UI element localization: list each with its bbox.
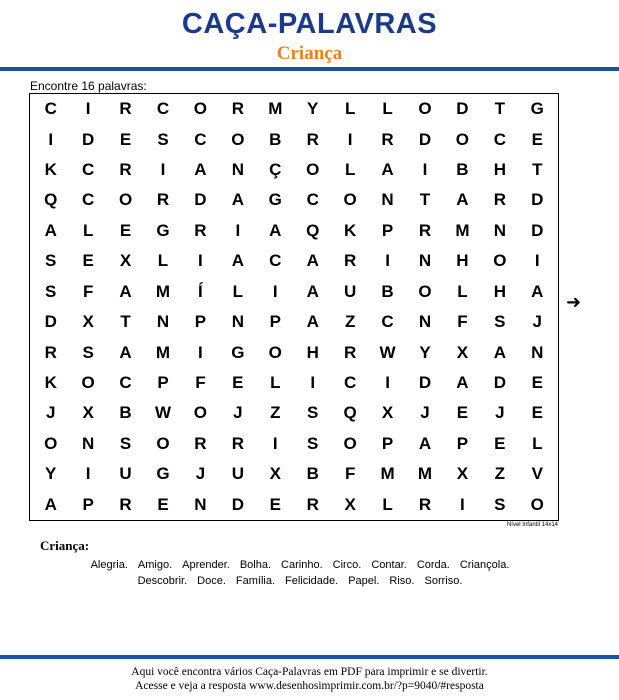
grid-cell: Y [45, 464, 57, 484]
grid-cell: I [198, 251, 203, 271]
grid-cell: B [269, 129, 282, 149]
grid-cell: C [381, 312, 394, 332]
word-list-item: Papel. [348, 575, 380, 587]
grid-cell: O [418, 99, 432, 119]
grid-cell: O [343, 190, 357, 210]
grid-cell: D [194, 190, 207, 210]
grid-cell: R [231, 433, 244, 453]
grid-cell: D [456, 99, 469, 119]
level-label: Nível Infantil 14x14 [506, 522, 558, 528]
grid-cell: N [156, 312, 170, 332]
grid-cell: N [231, 160, 244, 180]
grid-cell: J [532, 312, 542, 332]
grid-cell: I [160, 160, 166, 180]
word-list-item: Contar. [371, 559, 407, 571]
grid-cell: G [530, 99, 544, 119]
grid-cell: R [156, 190, 170, 210]
grid-cell: G [268, 190, 282, 210]
grid-cell: L [457, 281, 468, 301]
grid-cell: P [194, 312, 207, 332]
grid-cell: T [419, 190, 431, 210]
grid-cell: Z [270, 403, 281, 423]
grid-cell: X [269, 464, 281, 484]
grid-cell: S [82, 342, 94, 362]
grid-cell: S [45, 251, 57, 271]
grid-cell: N [531, 342, 544, 362]
grid-cell: L [270, 373, 281, 393]
grid-cell: Q [44, 190, 58, 210]
grid-cell: O [44, 433, 58, 453]
grid-cell: L [382, 494, 393, 514]
grid-cell: H [306, 342, 319, 362]
grid-cell: J [45, 403, 56, 423]
grid-cell: N [381, 190, 394, 210]
arrow-right-icon: ➜ [566, 292, 582, 313]
grid-cell: G [231, 342, 245, 362]
grid-cell: M [380, 464, 395, 484]
grid-cell: L [157, 251, 169, 271]
grid-cell: Í [198, 281, 203, 301]
grid-cell: S [157, 129, 169, 149]
grid-cell: R [194, 220, 207, 240]
grid-cell: A [418, 433, 432, 453]
grid-cell: X [381, 403, 394, 423]
grid-cell: O [193, 99, 208, 119]
grid-cell: Z [344, 312, 356, 332]
grid-cell: D [418, 129, 432, 149]
grid-cell: A [44, 494, 57, 514]
grid-cell: C [81, 190, 95, 210]
grid-cell: X [119, 251, 132, 271]
word-list-item: Carinho. [281, 559, 323, 571]
grid-cell: T [532, 160, 543, 180]
grid-cell: O [530, 494, 544, 514]
grid-cell: L [82, 220, 94, 240]
grid-cell: E [119, 220, 132, 240]
grid-cell: T [120, 312, 131, 332]
grid-cell: F [195, 373, 206, 393]
grid-cell: S [494, 312, 506, 332]
grid-cell: D [81, 129, 95, 149]
grid-cell: R [343, 251, 357, 271]
grid-cell: O [418, 281, 432, 301]
grid-cell: H [493, 281, 506, 301]
grid-cell: O [156, 433, 170, 453]
grid-cell: R [418, 220, 432, 240]
grid-cell: O [268, 342, 282, 362]
grid-cell: X [344, 494, 356, 514]
grid-cell: S [494, 494, 506, 514]
word-list-item: Amigo. [137, 559, 173, 571]
grid-cell: C [44, 99, 57, 119]
grid-cell: J [420, 403, 430, 423]
grid-cell: R [343, 342, 357, 362]
grid-cell: W [379, 342, 396, 362]
grid-cell: A [456, 373, 469, 393]
grid-cell: N [81, 433, 95, 453]
word-list-item: Felicidade. [285, 575, 339, 587]
grid-cell: B [306, 464, 319, 484]
grid-cell: E [494, 433, 506, 453]
grid-cell: L [382, 99, 393, 119]
grid-cell: E [531, 129, 543, 149]
grid-cell: C [269, 251, 282, 271]
grid-cell: I [385, 373, 390, 393]
grid-cell: M [155, 342, 171, 362]
footer [0, 665, 619, 693]
grid-cell: C [493, 129, 506, 149]
grid-cell: A [531, 281, 544, 301]
grid-cell: I [198, 342, 203, 362]
grid-cell: A [381, 160, 394, 180]
grid-cell: U [343, 281, 357, 301]
grid-cell: C [306, 190, 319, 210]
grid-cell: A [493, 342, 506, 362]
grid-cell: I [310, 373, 316, 393]
grid-cell: A [231, 251, 244, 271]
grid-cell: D [418, 373, 432, 393]
word-list-item: Riso. [389, 575, 415, 587]
grid-cell: A [119, 281, 132, 301]
grid-cell: R [119, 160, 132, 180]
grid-cell: I [347, 129, 353, 149]
grid-cell: O [231, 129, 245, 149]
grid-cell: M [417, 464, 433, 484]
grid-cell: R [306, 129, 319, 149]
grid-cell: R [194, 433, 207, 453]
word-list-item: Família. [235, 575, 276, 587]
word-list-item: Alegria. [90, 559, 128, 571]
grid-cell: M [155, 281, 171, 301]
footer-line-1: Aqui você encontra vários Caça-Palavras em PDF para imprimir e se divertir. [131, 666, 488, 678]
grid-cell: N [493, 220, 506, 240]
grid-cell: F [82, 281, 94, 301]
grid-cell: E [157, 494, 169, 514]
grid-cell: C [343, 373, 357, 393]
grid-cell: A [306, 281, 319, 301]
footer-line-2: Acesse e veja a resposta www.desenhosimprimir.com.br/?p=9040/#resposta [135, 680, 484, 692]
grid-cell: B [119, 403, 132, 423]
grid-cell: A [269, 220, 282, 240]
grid-cell: R [44, 342, 57, 362]
grid-cell: A [306, 312, 319, 332]
grid-cell: B [456, 160, 469, 180]
grid-cell: E [456, 403, 469, 423]
grid-cell: R [418, 494, 432, 514]
grid-cell: I [235, 220, 241, 240]
page-title: CAÇA-PALAVRAS [181, 8, 438, 40]
grid-cell: K [44, 373, 57, 393]
grid-cell: X [82, 403, 94, 423]
word-list-item: Descobrir. [137, 575, 188, 587]
grid-cell: I [85, 99, 91, 119]
grid-cell: J [495, 403, 505, 423]
grid-cell: O [81, 373, 95, 393]
grid-cell: D [44, 312, 57, 332]
grid-cell: M [268, 99, 283, 119]
grid-cell: W [154, 403, 172, 423]
grid-cell: A [194, 160, 207, 180]
grid-cell: Y [307, 99, 319, 119]
grid-cell: X [82, 312, 94, 332]
grid-cell: P [381, 433, 394, 453]
grid-cell: G [156, 220, 170, 240]
grid-cell: R [381, 129, 394, 149]
grid-cell: X [456, 342, 469, 362]
grid-cell: D [231, 494, 244, 514]
word-list-item: Aprender. [182, 559, 230, 571]
grid-cell: O [455, 129, 470, 149]
word-list-item: Corda. [416, 559, 450, 571]
grid-cell: J [195, 464, 206, 484]
grid-cell: A [456, 190, 469, 210]
grid-cell: Ç [269, 160, 282, 180]
grid-cell: L [532, 433, 543, 453]
grid-cell: E [531, 373, 543, 393]
grid-cell: I [460, 494, 465, 514]
grid-cell: G [156, 464, 170, 484]
grid-cell: P [456, 433, 469, 453]
grid-cell: I [385, 251, 390, 271]
grid-cell: R [493, 190, 506, 210]
grid-cell: F [344, 464, 356, 484]
instructions-text: Encontre 16 palavras: [30, 79, 147, 93]
grid-cell: Q [306, 220, 320, 240]
grid-cell: X [456, 464, 469, 484]
grid-cell: E [119, 129, 132, 149]
grid-cell: K [44, 160, 57, 180]
grid-cell: D [531, 190, 544, 210]
grid-cell: A [306, 251, 319, 271]
grid-cell: P [269, 312, 281, 332]
grid-cell: I [272, 433, 278, 453]
grid-cell: H [493, 160, 506, 180]
grid-cell: I [272, 281, 278, 301]
grid-cell: L [344, 99, 356, 119]
grid-cell: R [119, 99, 132, 119]
grid-cell: S [307, 433, 319, 453]
grid-cell: S [45, 281, 57, 301]
word-list [60, 557, 540, 589]
grid-cell: N [418, 312, 432, 332]
grid-cell: A [231, 190, 244, 210]
grid-cell: I [534, 251, 540, 271]
page-subtitle: Criança [276, 43, 343, 64]
grid-cell: Y [419, 342, 431, 362]
grid-cell: M [455, 220, 470, 240]
grid-cell: R [119, 494, 132, 514]
grid-cell: N [418, 251, 432, 271]
grid-cell: O [118, 190, 133, 210]
grid-cell: U [119, 464, 132, 484]
grid-cell: U [231, 464, 244, 484]
grid-cell: P [82, 494, 94, 514]
grid-cell: Z [494, 464, 506, 484]
grid-cell: H [456, 251, 469, 271]
grid-cell: S [119, 433, 132, 453]
grid-cell: O [193, 403, 208, 423]
grid-cell: N [231, 312, 244, 332]
grid-cell: I [422, 160, 428, 180]
grid-cell: R [306, 494, 319, 514]
grid-cell: O [306, 160, 320, 180]
grid-cell: E [232, 373, 244, 393]
grid-cell: E [82, 251, 94, 271]
grid-cell: N [194, 494, 207, 514]
grid-cell: L [232, 281, 244, 301]
grid-cell: E [269, 494, 281, 514]
word-list-item: Sorriso. [424, 575, 463, 587]
word-list-item: Criançola. [459, 559, 510, 571]
word-list-item: Doce. [197, 575, 226, 587]
word-list-item: Circo. [332, 559, 362, 571]
grid-cell: C [119, 373, 132, 393]
grid-cell: D [493, 373, 506, 393]
grid-cell: S [307, 403, 319, 423]
word-search-grid [29, 93, 559, 521]
grid-cell: F [457, 312, 468, 332]
grid-cell: D [531, 220, 544, 240]
grid-cell: C [194, 129, 207, 149]
grid-cell: A [44, 220, 57, 240]
grid-cell: T [494, 99, 506, 119]
grid-cell: B [381, 281, 394, 301]
grid-cell: O [343, 433, 357, 453]
bottom-divider [0, 655, 619, 659]
grid-cell: J [233, 403, 243, 423]
grid-cell: I [48, 129, 54, 149]
grid-cell: V [531, 464, 543, 484]
top-divider [0, 67, 619, 71]
word-list-title: Criança: [40, 538, 90, 553]
grid-cell: K [343, 220, 357, 240]
grid-cell: Q [343, 403, 357, 423]
grid-cell: P [157, 373, 169, 393]
word-list-item: Bolha. [239, 559, 272, 571]
grid-cell: O [493, 251, 507, 271]
grid-cell: A [119, 342, 132, 362]
grid-cell: C [81, 160, 95, 180]
grid-cell: C [156, 99, 170, 119]
grid-cell: R [231, 99, 244, 119]
grid-cell: L [344, 160, 356, 180]
grid-cell: E [531, 403, 543, 423]
grid-cell: I [85, 464, 91, 484]
grid-cell: P [381, 220, 394, 240]
